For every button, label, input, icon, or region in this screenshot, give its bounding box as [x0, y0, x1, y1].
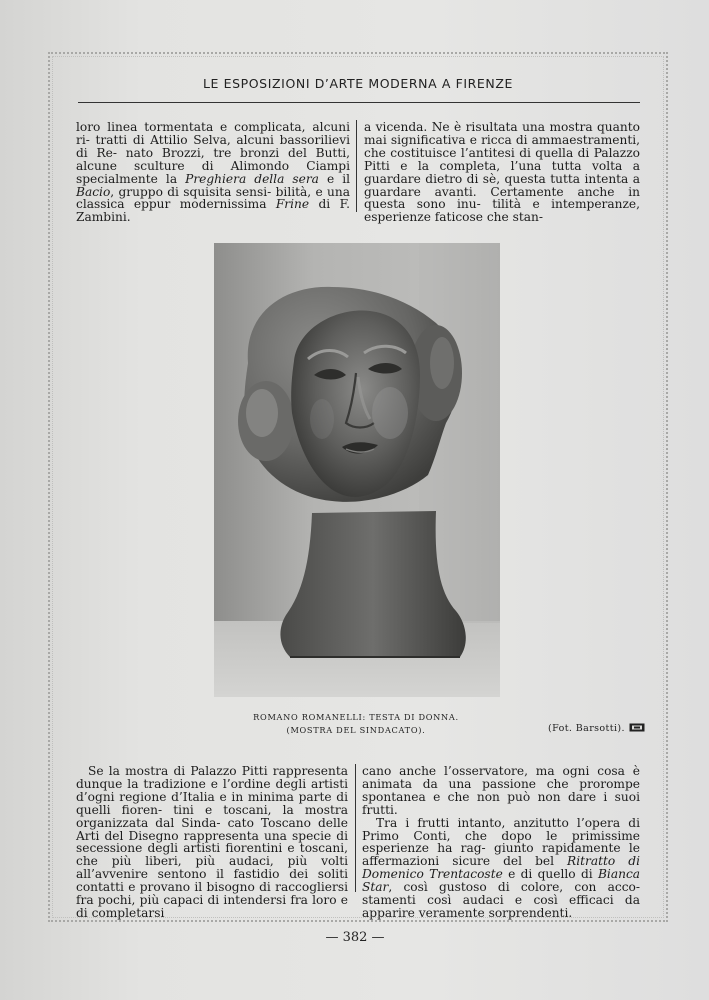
text-line: tratti di Attilio Selva, alcuni bassorilievi di Re-	[76, 132, 351, 160]
text-line: all’avvenire sentono il fastidio dei soliti contatti	[76, 867, 348, 895]
photo-credit	[548, 723, 645, 734]
text-line: Pitti e la completa, l’una tutta volta a guardare	[364, 158, 640, 186]
sculpture-photograph	[214, 243, 500, 697]
sculpture-illustration	[214, 243, 500, 697]
italic-title: Frine	[275, 197, 310, 212]
text-line: tilità e intemperanze, esperienze faticose che stan-	[364, 197, 641, 225]
text-line: e di quello	[502, 867, 576, 882]
italic-title: della sera	[254, 171, 319, 186]
text-line: tini e toscani, la mostra organizzata dal Sinda-	[76, 802, 349, 830]
text-line: , così gustoso di colore, con acco-	[388, 880, 640, 895]
text-line: una specie di secessione degli artisti fiorentini	[76, 828, 349, 856]
text-line: stamenti così audaci e così efficaci da apparire	[362, 893, 640, 920]
text-line: da una passione che prorompe spontanea e che	[362, 776, 640, 804]
figure-caption	[216, 711, 496, 737]
text-line: e il	[318, 171, 351, 186]
text-line: più capaci di intendersi fra loro e di completarsi	[76, 893, 348, 920]
paragraph	[76, 765, 348, 920]
caption-line: ROMANO ROMANELLI: TESTA DI DONNA.	[253, 712, 459, 722]
text-line: dietro di sè, questa tutta intenta a guardare	[364, 171, 641, 199]
paragraph	[76, 121, 350, 224]
text-line: non può non dare i suoi frutti.	[362, 789, 640, 817]
text-line: Se la mostra di Palazzo Pitti rappresenta	[88, 764, 348, 778]
text-line: avanti. Certamente anche in questa sono inu-	[364, 184, 640, 212]
text-line: regione d’Italia e in minima parte di quelli fioren-	[76, 789, 348, 817]
header-rule	[78, 102, 640, 103]
top-left-column	[76, 121, 350, 224]
text-line: veramente sorprendenti.	[418, 905, 573, 920]
text-line: cano anche l’osservatore, ma ogni cosa è animata	[362, 764, 640, 791]
text-line: bilità, e una classica eppur modernissima	[76, 184, 350, 212]
text-line: loro linea tormentata e complicata, alcuni ri-	[76, 120, 350, 147]
text-line: e provano il bisogno di raccogliersi fra pochi,	[76, 880, 348, 908]
caption-line: (MOSTRA DEL SINDACATO).	[286, 725, 426, 735]
text-line: a vicenda. Ne è risultata una mostra quanto	[364, 120, 640, 134]
text-line: Conti, che dopo le primissime esperienze ha rag-	[362, 828, 640, 856]
text-line: bel	[535, 854, 568, 869]
top-right-column	[364, 121, 640, 224]
text-line: nato Brozzi, tre bronzi del Butti, alcune sculture	[76, 145, 351, 173]
printer-mark-icon	[629, 723, 645, 732]
text-line: , gruppo di squisita sensi-	[110, 184, 272, 199]
text-line: di	[580, 867, 598, 882]
text-line: mai significativa e ricca di ammaestramenti,	[364, 132, 640, 147]
paragraph	[362, 817, 640, 920]
running-header: LE ESPOSIZIONI D’ARTE MODERNA A FIRENZE	[202, 76, 514, 91]
italic-title: Bacio	[76, 184, 111, 199]
text-line: di Alimondo Ciampi specialmente la	[76, 158, 350, 186]
credit-text: (Fot. Barsotti).	[548, 723, 625, 734]
text-line: Tra i frutti intanto, anzitutto l’opera di Primo	[362, 815, 640, 843]
italic-title: Ritratto di Domenico Trentacoste	[362, 854, 640, 882]
text-line: che costituisce l’antitesi di quella di Palazzo	[364, 145, 640, 160]
page-number: — 382 —	[325, 930, 385, 945]
text-line: cato Toscano delle Arti del Disegno rappresenta	[76, 815, 349, 843]
text-line: giunto rapidamente le affermazioni sicure del	[362, 841, 640, 869]
text-line: dunque la tradizione e l’ordine degli artisti d’ogni	[76, 776, 348, 804]
text-line: di F. Zambini.	[76, 197, 350, 225]
bottom-left-column	[76, 765, 348, 920]
paragraph	[362, 765, 640, 817]
italic-title: Bianca Star	[362, 867, 641, 895]
text-line: e toscani, che più liberi, più audaci, più volti	[76, 841, 348, 869]
bottom-right-column	[362, 765, 640, 920]
column-rule	[356, 120, 357, 212]
paragraph	[364, 121, 640, 224]
column-rule	[355, 764, 356, 892]
italic-title: Preghiera	[185, 171, 247, 186]
